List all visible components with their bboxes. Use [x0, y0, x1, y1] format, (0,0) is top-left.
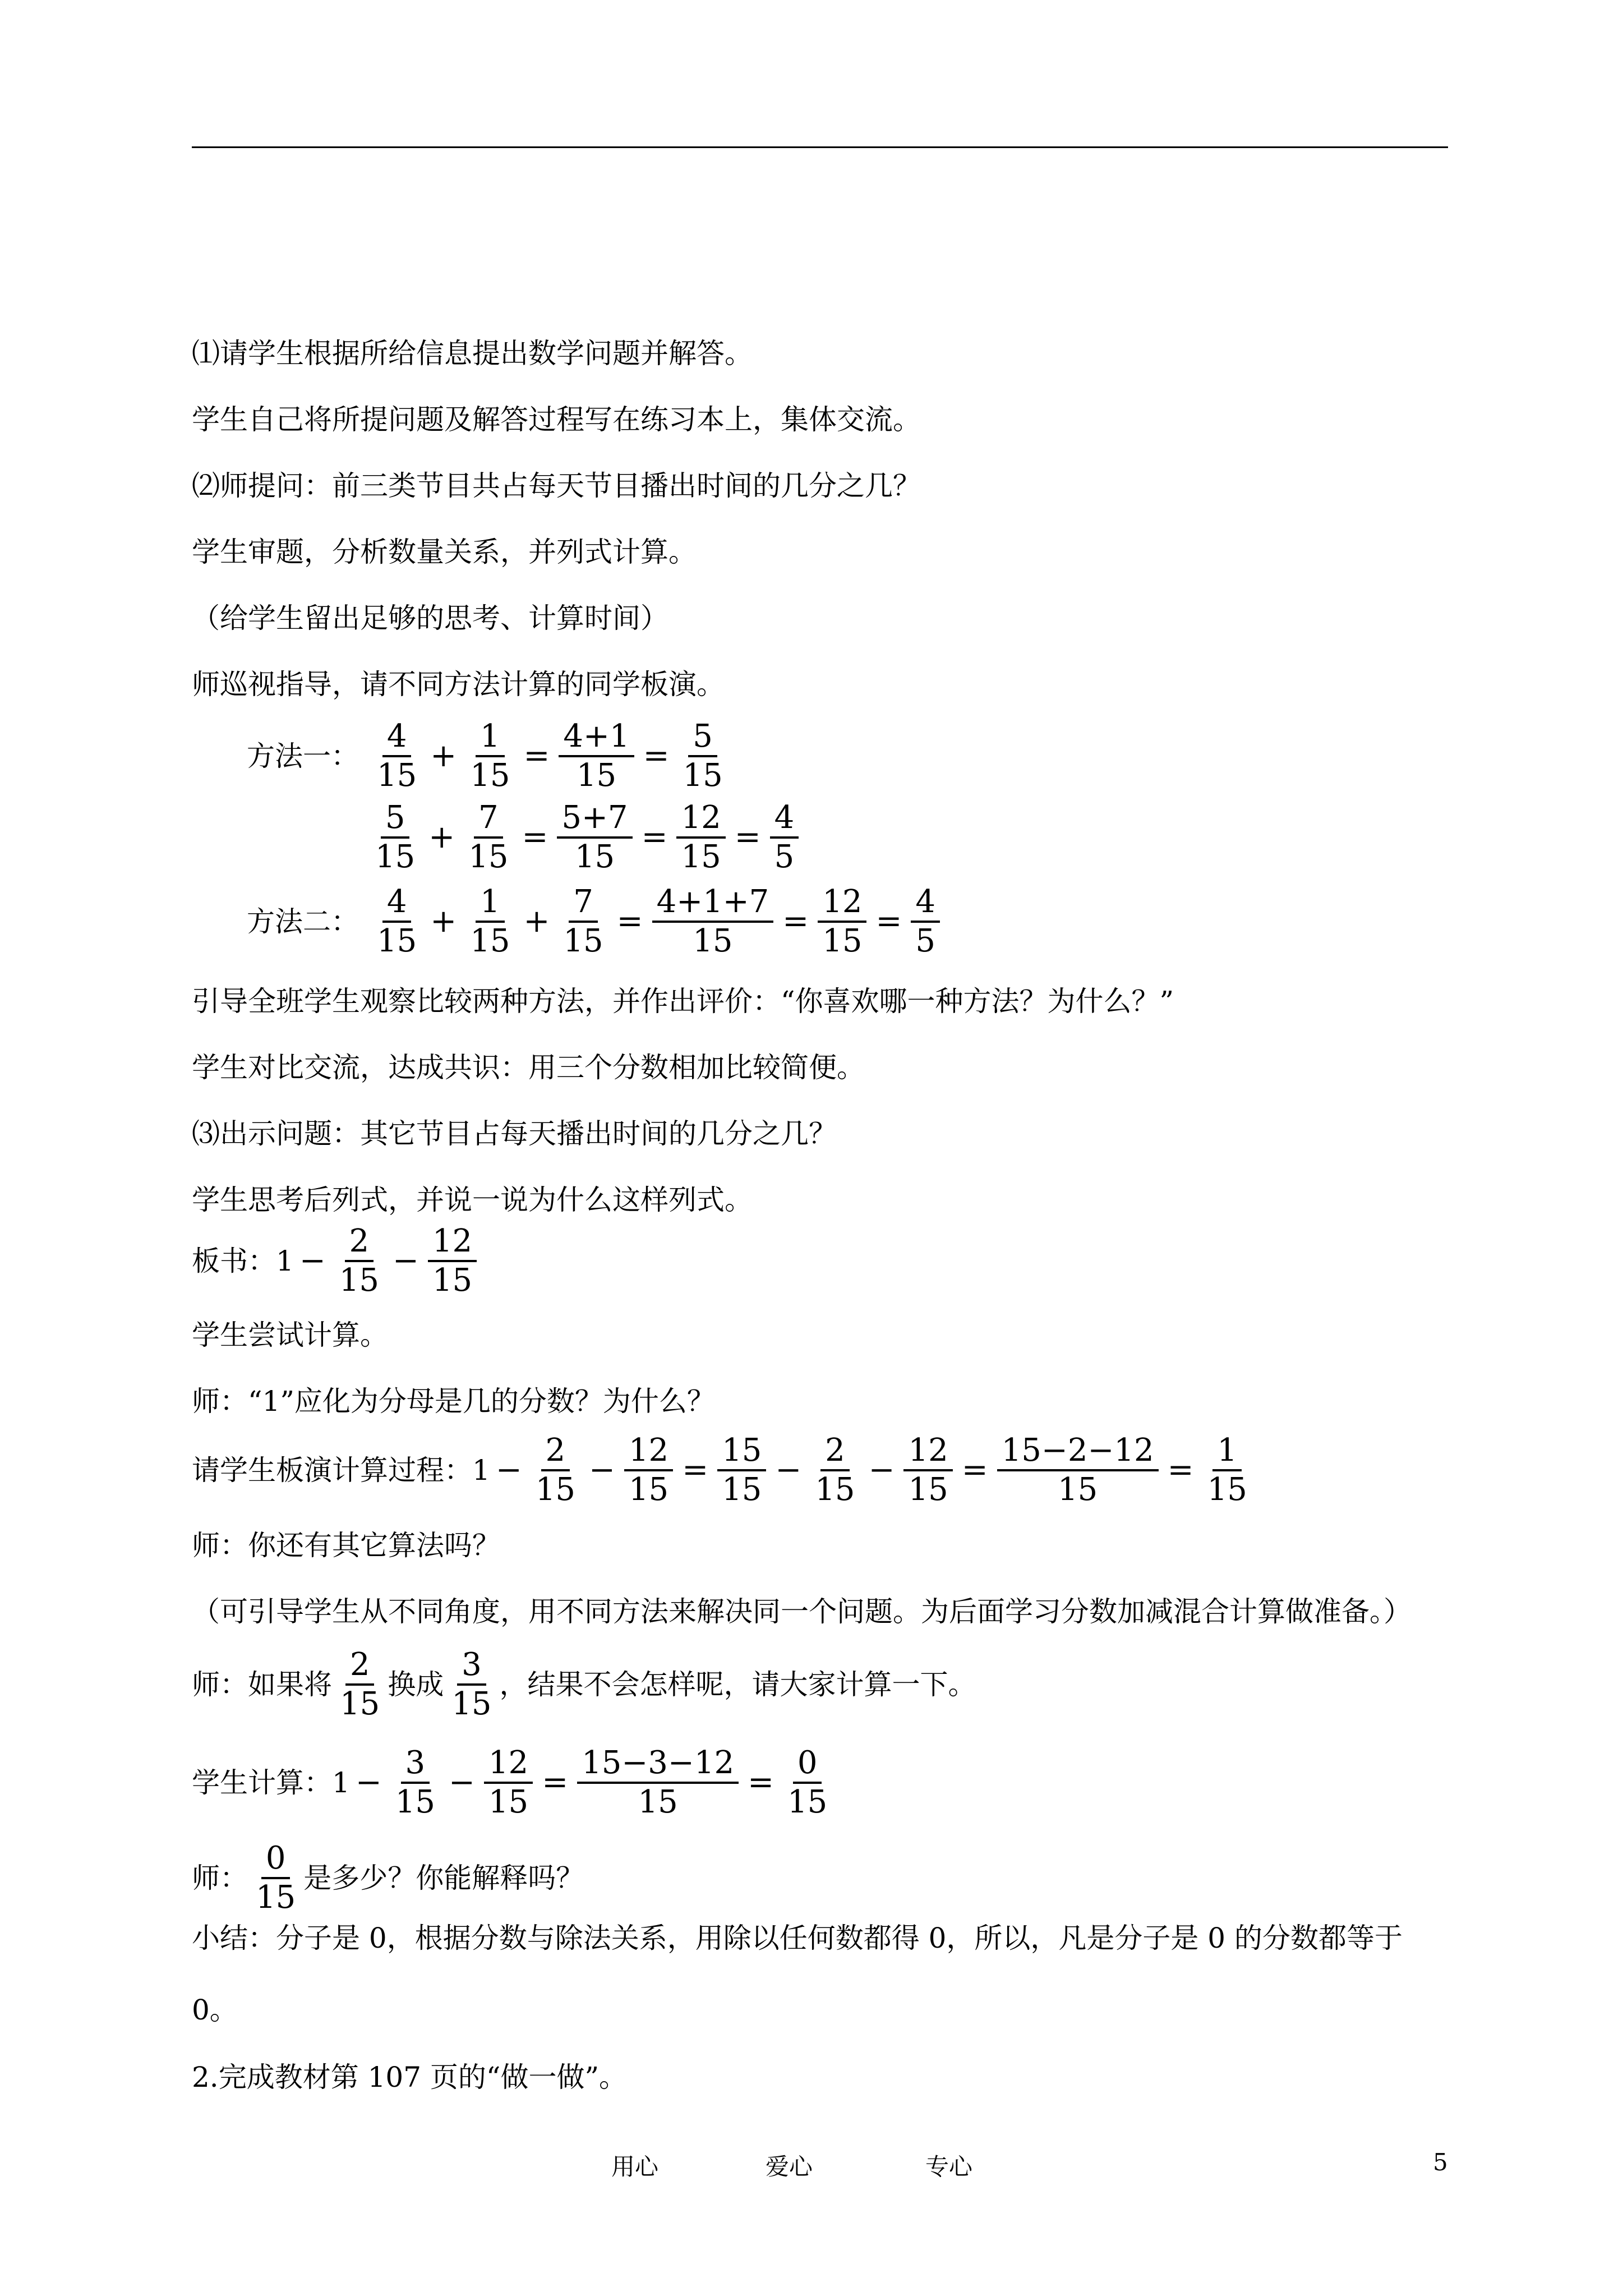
operator: +: [428, 819, 455, 855]
number-one: 1: [472, 1454, 490, 1487]
fraction: $\frac{4}{15}$: [377, 718, 417, 794]
fraction: $\frac{2}{15}$: [535, 1432, 575, 1508]
operator: −: [868, 1452, 895, 1488]
fraction: $\frac{5}{15}$: [375, 799, 416, 875]
zero-fraction-line: [192, 1840, 584, 1916]
method-2-label: 方法二：: [247, 905, 359, 938]
operator: =: [522, 819, 548, 855]
fraction: $\frac{1}{15}$: [1207, 1432, 1247, 1508]
student-computation-label: 学生计算：: [192, 1766, 332, 1799]
replace-fraction-line: [192, 1646, 976, 1723]
method-1-line-1: [247, 718, 731, 794]
operator: −: [393, 1243, 419, 1279]
board-calculation-line: [192, 1432, 1255, 1508]
text-line-7: 引导全班学生观察比较两种方法，并作出评价：“你喜欢哪一种方法？为什么？”: [192, 985, 1174, 1018]
zero-post: 是多少？你能解释吗？: [303, 1862, 584, 1894]
fraction: $\frac{3}{15}$: [451, 1646, 492, 1722]
board-calculation-label: 请学生板演计算过程：: [192, 1454, 472, 1487]
method-2-line: [247, 884, 943, 960]
operator: =: [875, 903, 902, 940]
operator: +: [430, 903, 457, 940]
method-1-label: 方法一：: [247, 740, 359, 772]
text-line-11: 学生尝试计算。: [192, 1319, 388, 1351]
text-line-3: ⑵师提问：前三类节目共占每天节目播出时间的几分之几？: [192, 470, 921, 502]
summary-line-1: 小结：分子是 0，根据分数与除法关系，用除以任何数都得 0，所以，凡是分子是 0 的分数都等于: [192, 1922, 1403, 1954]
text-line-16: 2.完成教材第 107 页的“做一做”。: [192, 2061, 628, 2093]
operator: =: [748, 1764, 774, 1801]
operator: =: [616, 903, 643, 940]
board-writing-line: [192, 1223, 480, 1299]
operator: =: [643, 738, 670, 774]
zero-pre: 师：: [192, 1862, 248, 1894]
fraction: $\frac{12}{15}$: [818, 884, 866, 960]
fraction: $\frac{2}{15}$: [339, 1223, 379, 1299]
text-line-8: 学生对比交流，达成共识：用三个分数相加比较简便。: [192, 1051, 865, 1084]
fraction: $\frac{15-2-12}{15}$: [997, 1432, 1159, 1508]
fraction: $\frac{12}{15}$: [624, 1432, 673, 1508]
fraction: $\frac{7}{15}$: [468, 799, 509, 875]
fraction: $\frac{5}{15}$: [683, 718, 723, 794]
footer-word-2: 爱心: [766, 2153, 813, 2180]
fraction: $\frac{12}{15}$: [428, 1223, 477, 1299]
board-writing-label: 板书：: [192, 1245, 276, 1277]
text-line-14: （可引导学生从不同角度，用不同方法来解决同一个问题。为后面学习分数加减混合计算做准备。）: [192, 1595, 1412, 1628]
text-line-4: 学生审题，分析数量关系，并列式计算。: [192, 536, 697, 568]
fraction: $\frac{4+1}{15}$: [559, 718, 634, 794]
replace-post: ，结果不会怎样呢，请大家计算一下。: [499, 1668, 976, 1701]
fraction: $\frac{4}{5}$: [911, 884, 940, 960]
fraction: $\frac{2}{15}$: [340, 1646, 380, 1722]
operator: =: [1167, 1452, 1194, 1488]
operator: =: [523, 738, 550, 774]
operator: +: [430, 738, 457, 774]
replace-mid: 换成: [388, 1668, 444, 1701]
text-line-9: ⑶出示问题：其它节目占每天播出时间的几分之几？: [192, 1117, 837, 1150]
fraction: $\frac{0}{15}$: [787, 1745, 828, 1820]
operator: =: [782, 903, 809, 940]
fraction: $\frac{5+7}{15}$: [557, 799, 632, 876]
text-line-2: 学生自己将所提问题及解答过程写在练习本上，集体交流。: [192, 403, 921, 436]
operator: +: [523, 903, 550, 940]
text-line-12: 师：“1”应化为分母是几的分数？为什么？: [192, 1385, 715, 1418]
text-line-6: 师巡视指导，请不同方法计算的同学板演。: [192, 668, 725, 701]
text-line-13: 师：你还有其它算法吗？: [192, 1529, 500, 1562]
operator: −: [495, 1452, 522, 1488]
fraction: $\frac{15-3-12}{15}$: [577, 1745, 739, 1821]
student-computation-line: [192, 1745, 835, 1821]
page-number: 5: [1433, 2148, 1448, 2176]
operator: =: [734, 819, 761, 855]
text-line-1: ⑴请学生根据所给信息提出数学问题并解答。: [192, 337, 753, 370]
fraction: $\frac{4}{15}$: [377, 884, 417, 959]
fraction: $\frac{15}{15}$: [717, 1432, 766, 1508]
fraction: $\frac{12}{15}$: [903, 1432, 952, 1508]
operator: −: [449, 1764, 475, 1801]
operator: =: [682, 1452, 709, 1488]
fraction: $\frac{2}{15}$: [815, 1432, 855, 1508]
operator: −: [299, 1243, 326, 1279]
fraction: $\frac{4}{5}$: [770, 799, 799, 876]
fraction: $\frac{7}{15}$: [563, 884, 603, 959]
operator: −: [775, 1452, 802, 1488]
header-rule: [192, 146, 1448, 148]
summary-line-2: 0。: [192, 1994, 238, 2026]
operator: =: [641, 819, 668, 855]
fraction: $\frac{1}{15}$: [470, 884, 510, 959]
fraction: $\frac{1}{15}$: [470, 718, 510, 794]
fraction: $\frac{12}{15}$: [676, 799, 725, 876]
fraction: $\frac{3}{15}$: [395, 1745, 435, 1820]
fraction: $\frac{12}{15}$: [484, 1745, 533, 1821]
fraction: $\frac{0}{15}$: [256, 1840, 296, 1916]
text-line-10: 学生思考后列式，并说一说为什么这样列式。: [192, 1184, 753, 1216]
method-1-line-2: [367, 799, 802, 876]
operator: −: [355, 1764, 382, 1801]
operator: =: [961, 1452, 988, 1488]
replace-pre: 师：如果将: [192, 1668, 332, 1701]
footer-word-3: 专心: [925, 2153, 973, 2180]
text-line-5: （给学生留出足够的思考、计算时间）: [192, 602, 668, 634]
operator: −: [589, 1452, 615, 1488]
number-one: 1: [332, 1766, 350, 1799]
footer-word-1: 用心: [611, 2153, 659, 2180]
operator: =: [542, 1764, 569, 1801]
fraction: $\frac{4+1+7}{15}$: [652, 884, 774, 960]
number-one: 1: [276, 1245, 294, 1277]
